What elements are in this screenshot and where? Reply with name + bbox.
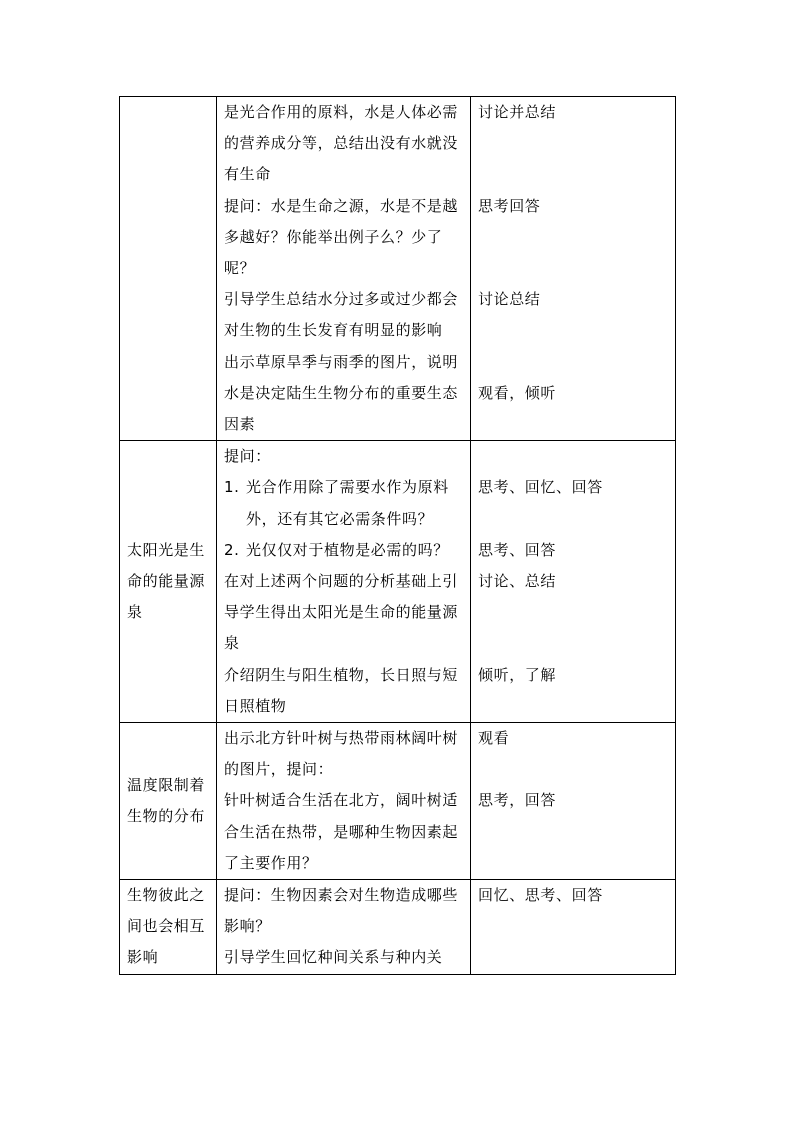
student-activity-cell	[471, 97, 676, 441]
student-activity-cell	[471, 880, 676, 975]
item-number: 2.	[224, 540, 240, 559]
student-text: 思考、回忆、回答	[478, 478, 603, 497]
numbered-item	[224, 472, 466, 534]
item-text: 光合作用除了需要水作为原料外，还有其它必需条件吗？	[246, 478, 449, 528]
topic-cell	[120, 97, 217, 441]
lesson-plan-table	[119, 96, 676, 975]
student-text: 思考回答	[478, 196, 541, 215]
teacher-activity-cell	[217, 97, 471, 441]
topic-cell: 温度限制着生物的分布	[120, 723, 217, 880]
teacher-text: 在对上述两个问题的分析基础上引导学生得出太阳光是生命的能量源泉	[224, 572, 459, 653]
student-text: 观看，倾听	[478, 383, 557, 402]
teacher-activity-cell	[217, 441, 471, 723]
teacher-text: 提问：水是生命之源，水是不是越多越好？你能举出例子么？少了呢？	[224, 196, 459, 278]
student-text: 思考，回答	[478, 791, 557, 810]
teacher-activity-cell	[217, 880, 471, 975]
item-text: 光仅仅对于植物是必需的吗？	[246, 540, 449, 559]
student-text: 讨论并总结	[478, 103, 557, 121]
student-text: 倾听，了解	[478, 665, 557, 684]
topic-cell: 生物彼此之间也会相互影响	[120, 880, 217, 975]
teacher-text: 出示草原旱季与雨季的图片，说明水是决定陆生生物分布的重要生态因素	[224, 352, 459, 434]
topic-cell: 太阳光是生命的能量源泉	[120, 441, 217, 723]
student-text: 讨论、总结	[478, 572, 557, 591]
student-text: 观看	[478, 729, 510, 748]
student-text: 讨论总结	[478, 290, 541, 309]
item-number: 1.	[224, 478, 240, 497]
table-row-interaction	[120, 880, 676, 975]
teacher-activity-cell	[217, 723, 471, 880]
teacher-text: 提问：	[224, 447, 271, 466]
table-row-temperature	[120, 723, 676, 880]
numbered-item	[224, 535, 466, 566]
student-activity-cell	[471, 441, 676, 723]
teacher-text: 引导学生回忆种间关系与种内关	[224, 948, 443, 967]
student-activity-cell	[471, 723, 676, 880]
teacher-text: 引导学生总结水分过多或过少都会对生物的生长发育有明显的影响	[224, 290, 459, 340]
teacher-text: 提问：生物因素会对生物造成哪些影响？	[224, 886, 459, 936]
student-text: 思考、回答	[478, 540, 557, 559]
student-text: 回忆、思考、回答	[478, 886, 603, 905]
teacher-text: 针叶树适合生活在北方，阔叶树适合生活在热带，是哪种生物因素起了主要作用？	[224, 791, 459, 872]
table-row-water	[120, 97, 676, 441]
teacher-text: 介绍阴生与阳生植物，长日照与短日照植物	[224, 665, 459, 715]
teacher-text: 是光合作用的原料，水是人体必需的营养成分等，总结出没有水就没有生命	[224, 103, 459, 184]
table-row-sunlight	[120, 441, 676, 723]
teacher-text: 出示北方针叶树与热带雨林阔叶树的图片，提问：	[224, 729, 459, 779]
